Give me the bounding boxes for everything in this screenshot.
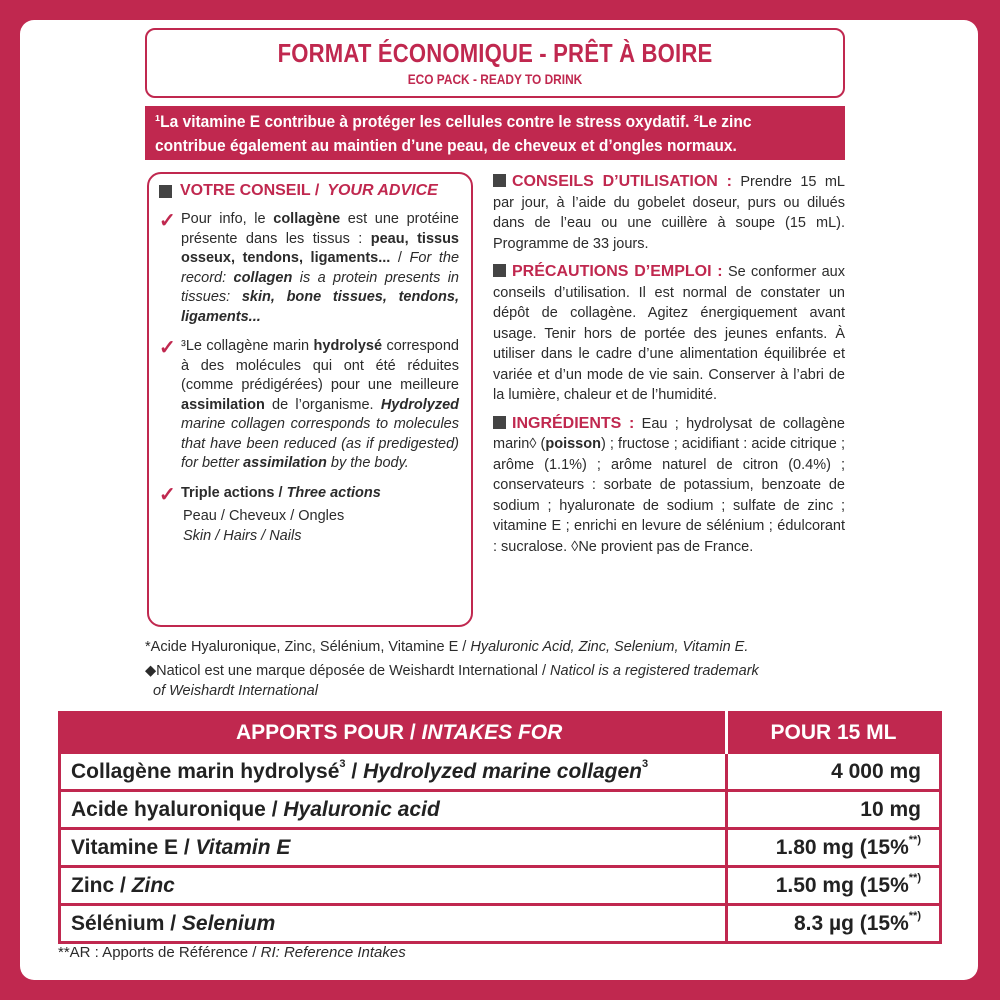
superscript: 3: [641, 757, 649, 770]
nutrient-en: Zinc: [131, 873, 175, 897]
advice-item-text: [181, 484, 459, 506]
value-text: 1.80 mg (15%: [775, 835, 909, 859]
advice-heading-en: YOUR ADVICE: [327, 182, 438, 199]
nutrient-fr: Acide hyaluronique: [71, 797, 266, 821]
separator: /: [178, 835, 196, 859]
note-fr: *Acide Hyaluronique, Zinc, Sélénium, Vitamine E /: [145, 639, 471, 655]
superscript: **): [908, 833, 921, 846]
header-en: INTAKES FOR: [421, 720, 563, 744]
advice-item-text: [181, 337, 459, 474]
advice-heading-fr: VOTRE CONSEIL /: [180, 182, 320, 199]
text-bold-italic: Three actions: [286, 484, 381, 501]
text-bold: collagène: [273, 211, 341, 227]
text: ³Le collagène marin: [181, 338, 314, 354]
value-text: 4 000 mg: [831, 759, 921, 783]
intakes-table: [58, 711, 942, 944]
usage-section: [493, 172, 845, 254]
note-trademark: [145, 661, 855, 681]
superscript: 3: [339, 757, 346, 770]
advice-item-text: [181, 210, 459, 327]
ingredients-text: Eau ; hydrolysat de collagène marin◊ (: [493, 415, 845, 452]
nutrient-en: Hyaluronic acid: [283, 797, 440, 821]
advice-heading: [159, 182, 459, 200]
header-fr: APPORTS POUR /: [236, 720, 422, 744]
text: /: [390, 250, 410, 266]
ingredients-allergen: poisson: [545, 436, 601, 452]
table-row: [60, 905, 941, 943]
ingredients-heading: INGRÉDIENTS :: [512, 414, 635, 432]
square-bullet-icon: [493, 264, 506, 277]
nutrient-en: Hydrolyzed marine collagen: [363, 759, 642, 783]
nutrient-value: [727, 867, 941, 905]
triple-actions-en: Skin / Hairs / Nails: [183, 527, 302, 544]
precautions-section: [493, 262, 845, 406]
header-box: [145, 28, 845, 98]
table-row: [60, 791, 941, 829]
advice-item-collagen: [159, 210, 459, 327]
nutrient-fr: Zinc: [71, 873, 115, 897]
precautions-text: Se conformer aux conseils d’utilisation. Il est normal de constater un dépôt de collagène. Agitez énergiquement avant usage. Tenir hors de portée des jeunes enfants. À utiliser dans le cadre d’une alimentation équilibrée et variée et d’un mode de vie sain. Conserver à l’abri de la lumière, chaleur et de l’humidité.: [493, 264, 845, 403]
text: correspond à des molécules qui ont été réduites (comme prédigérées) pour une meilleure: [181, 338, 459, 393]
header-per-15ml: POUR 15 ML: [727, 713, 941, 753]
note-en: Naticol is a registered trademark: [550, 663, 759, 679]
square-bullet-icon: [159, 185, 172, 198]
value-text: 10 mg: [860, 797, 921, 821]
text-bold-italic: skin, bone tissues, tendons, ligaments...: [181, 289, 459, 325]
separator: /: [345, 759, 364, 783]
note-fr: ◆Naticol est une marque déposée de Weishardt International /: [145, 663, 551, 679]
claim-line-1: ¹La vitamine E contribue à protéger les cellules contre le stress oxydatif. ²Le zinc: [155, 113, 752, 131]
separator: /: [265, 797, 284, 821]
footnote-en: RI: Reference Intakes: [260, 944, 406, 961]
nutrient-name: [60, 753, 727, 791]
checkmark-icon: ✓: [159, 337, 176, 359]
separator: /: [114, 873, 132, 897]
ingredients-section: [493, 414, 845, 558]
text-bold: peau, tissus osseux, tendons, ligaments...: [181, 230, 459, 266]
usage-text: Prendre 15 mL par jour, à l’aide du gobelet doseur, purs ou dilués dans de l’eau ou une cuillère à soupe (15 mL). Programme de 33 jours.: [493, 174, 845, 252]
nutrient-value: [727, 791, 941, 829]
value-text: 8.3 µg (15%: [793, 911, 909, 935]
claim-line-2: contribue également au maintien d’une peau, de cheveux et d’ongles normaux.: [155, 137, 737, 155]
note-en: Hyaluronic Acid, Zinc, Selenium, Vitamin E.: [470, 639, 749, 655]
text-italic: is a protein presents in tissues:: [181, 269, 459, 305]
superscript: **): [908, 871, 921, 884]
superscript: **): [908, 909, 921, 922]
square-bullet-icon: [493, 174, 506, 187]
instructions-column: [493, 172, 845, 565]
text: Pour info, le: [181, 211, 274, 227]
nutrient-value: [727, 905, 941, 943]
table-row: [60, 829, 941, 867]
square-bullet-icon: [493, 416, 506, 429]
nutrient-en: Vitamin E: [195, 835, 291, 859]
vitamin-claim-band: [145, 106, 845, 160]
note-actives: [145, 637, 855, 657]
value-text: 1.50 mg (15%: [775, 873, 909, 897]
advice-box: [147, 172, 473, 627]
text: de l’organisme.: [264, 396, 381, 413]
advice-item-triple-actions: [159, 484, 459, 506]
nutrient-name: [60, 829, 727, 867]
nutrient-name: [60, 905, 727, 943]
note-en: of Weishardt International: [153, 683, 318, 699]
nutrient-fr: Sélénium: [71, 911, 165, 935]
usage-heading: CONSEILS D’UTILISATION :: [512, 173, 732, 190]
nutrient-fr: Vitamine E: [71, 835, 178, 859]
text-bold-italic: Hydrolyzed: [380, 396, 459, 413]
ingredients-text: ) ; fructose ; acidifiant : acide citrique ; arôme (1.1%) ; arôme naturel de citron (0.4%) ; conservateurs : sorbate de potassium, benzoate de sodium ; hyaluronate de sodium ; sulfate de zinc ; vitamine E ; enrichi en levure de sélénium ; édulcorant : sucralose. ◊Ne provient pas de France.: [493, 436, 846, 555]
advice-item-hydrolyzed: [159, 337, 459, 474]
text-italic: marine collagen corresponds to molecules that have been reduced (as if predigested) for better: [181, 416, 459, 471]
text-bold: hydrolysé: [313, 338, 383, 354]
checkmark-icon: ✓: [159, 210, 176, 232]
header-intakes: [60, 713, 727, 753]
note-trademark-cont: [145, 681, 855, 701]
triple-actions-fr: Peau / Cheveux / Ongles: [183, 507, 345, 524]
nutrient-name: [60, 791, 727, 829]
text-italic: For the record:: [181, 250, 460, 286]
text-bold-italic: collagen: [233, 269, 293, 286]
nutrient-value: [727, 829, 941, 867]
text: est une protéine présente dans les tissus :: [181, 211, 459, 247]
table-header-row: [60, 713, 941, 753]
nutrient-name: [60, 867, 727, 905]
nutrient-fr: Collagène marin hydrolysé: [71, 759, 340, 783]
checkmark-icon: ✓: [159, 483, 176, 506]
nutrient-value: [727, 753, 941, 791]
header-subtitle: ECO PACK - READY TO DRINK: [407, 71, 583, 87]
text-bold: Triple actions /: [181, 484, 287, 501]
nutrient-en: Selenium: [181, 911, 276, 935]
separator: /: [164, 911, 182, 935]
footnote-fr: **AR : Apports de Référence /: [58, 944, 261, 961]
text-bold-italic: assimilation: [243, 455, 327, 471]
footnotes: [145, 637, 855, 701]
precautions-heading: PRÉCAUTIONS D’EMPLOI :: [512, 263, 723, 280]
header-title: FORMAT ÉCONOMIQUE - PRÊT À BOIRE: [277, 38, 713, 68]
table-row: [60, 753, 941, 791]
text-italic: by the body.: [326, 455, 409, 471]
table-row: [60, 867, 941, 905]
text-bold: assimilation: [181, 396, 265, 413]
reference-intakes-note: [58, 944, 406, 961]
